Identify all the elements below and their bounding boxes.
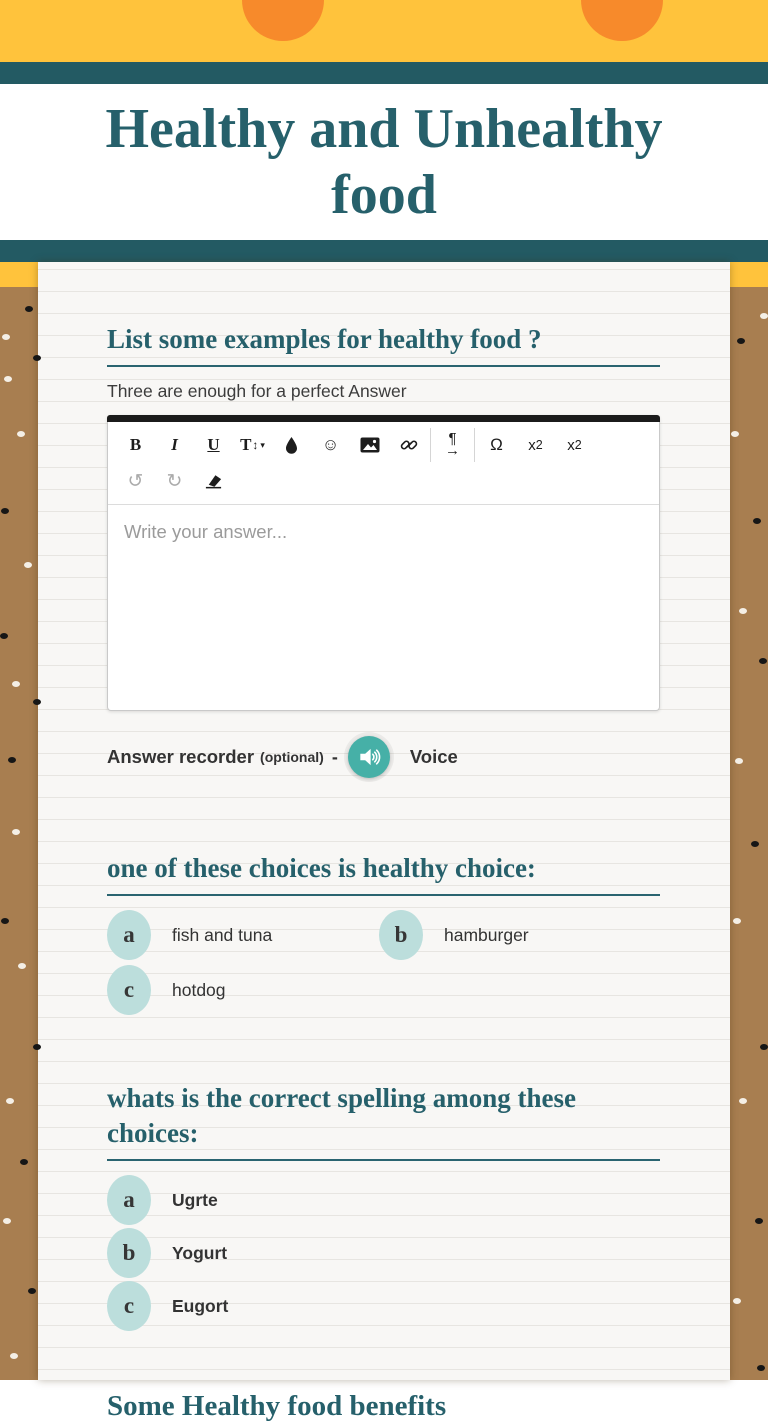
speckle-dot bbox=[1, 918, 9, 924]
question-2-options bbox=[107, 910, 660, 1015]
question-4 bbox=[107, 1389, 660, 1424]
superscript-button[interactable] bbox=[555, 428, 594, 462]
image-icon bbox=[360, 437, 380, 453]
toolbar-row-2 bbox=[116, 464, 651, 498]
heading-underline bbox=[107, 1159, 660, 1161]
header-yellow-band bbox=[0, 0, 768, 62]
undo-button[interactable]: ↺ bbox=[116, 464, 155, 498]
smiley-icon: ☺ bbox=[321, 435, 340, 454]
editor-toolbar bbox=[108, 422, 659, 505]
question-3-heading: whats is the correct spelling among these choices: bbox=[107, 1083, 576, 1148]
paragraph-direction-button[interactable] bbox=[433, 428, 472, 462]
speckle-dot bbox=[751, 841, 759, 847]
question-2 bbox=[107, 851, 660, 1015]
option-letter: b bbox=[394, 922, 408, 947]
option-letter-badge bbox=[379, 910, 423, 960]
page-title-line1: Healthy and Unhealthy bbox=[105, 98, 663, 160]
question-3-options bbox=[107, 1175, 660, 1331]
superscript-digit: 2 bbox=[574, 438, 582, 452]
subscript-button[interactable] bbox=[516, 428, 555, 462]
question-3 bbox=[107, 1081, 660, 1331]
omega-icon: Ω bbox=[490, 435, 503, 454]
toolbar-divider bbox=[474, 428, 475, 462]
option-letter: a bbox=[123, 1187, 135, 1212]
speckle-dot bbox=[33, 1044, 41, 1050]
speckle-dot bbox=[17, 431, 25, 437]
pilcrow-icon: ¶ bbox=[448, 430, 457, 447]
option-a[interactable] bbox=[107, 910, 379, 960]
insert-image-button[interactable] bbox=[350, 428, 389, 462]
heading-underline bbox=[107, 894, 660, 896]
option-letter-badge bbox=[107, 1228, 151, 1278]
option-letter-badge bbox=[107, 965, 151, 1015]
option-label: hamburger bbox=[444, 924, 529, 945]
editor-top-bar bbox=[107, 415, 660, 422]
option-b[interactable] bbox=[379, 910, 651, 960]
speckle-dot bbox=[1, 508, 9, 514]
option-letter: a bbox=[123, 922, 135, 947]
answer-placeholder: Write your answer... bbox=[124, 521, 288, 542]
question-1-hint: Three are enough for a perfect Answer bbox=[107, 381, 407, 401]
page-title bbox=[106, 96, 663, 228]
speckle-dot bbox=[8, 757, 16, 763]
answer-text-area[interactable] bbox=[108, 505, 659, 710]
option-letter: b bbox=[122, 1240, 136, 1265]
speckle-dot bbox=[760, 1044, 768, 1050]
recorder-separator: - bbox=[331, 746, 338, 767]
speckle-dot bbox=[735, 758, 743, 764]
speckle-dot bbox=[760, 313, 768, 319]
toolbar-divider bbox=[430, 428, 431, 462]
recorder-label: Answer recorder bbox=[107, 746, 255, 767]
speckle-dot bbox=[18, 963, 26, 969]
answer-recorder-row bbox=[107, 735, 660, 779]
speckle-dot bbox=[20, 1159, 28, 1165]
speckle-dot bbox=[12, 681, 20, 687]
answer-editor bbox=[107, 415, 660, 711]
insert-link-button[interactable] bbox=[389, 428, 428, 462]
option-label: fish and tuna bbox=[172, 924, 273, 945]
voice-record-button[interactable] bbox=[348, 736, 390, 778]
option-letter: c bbox=[123, 1293, 135, 1318]
speckle-dot bbox=[25, 306, 33, 312]
option-label: Ugrte bbox=[172, 1189, 218, 1210]
eraser-icon bbox=[204, 473, 223, 489]
decorative-circle-icon bbox=[581, 0, 663, 41]
speckle-dot bbox=[24, 562, 32, 568]
question-4-heading: Some Healthy food benefits bbox=[107, 1390, 447, 1422]
speckle-dot bbox=[757, 1365, 765, 1371]
question-2-heading: one of these choices is healthy choice: bbox=[107, 853, 536, 883]
speckle-dot bbox=[2, 334, 10, 340]
speckle-dot bbox=[4, 376, 12, 382]
option-letter-badge bbox=[107, 910, 151, 960]
toolbar-row-1 bbox=[116, 428, 651, 462]
option-c[interactable] bbox=[107, 1281, 660, 1331]
option-label: Yogurt bbox=[172, 1242, 228, 1263]
speckle-dot bbox=[33, 355, 41, 361]
header-teal-bar-bottom bbox=[0, 240, 768, 262]
font-size-letter: T bbox=[240, 435, 252, 454]
speckle-dot bbox=[733, 918, 741, 924]
speckle-dot bbox=[33, 699, 41, 705]
speckle-dot bbox=[731, 431, 739, 437]
voice-label: Voice bbox=[409, 746, 458, 767]
speckle-dot bbox=[755, 1218, 763, 1224]
speckle-dot bbox=[12, 829, 20, 835]
heading-underline bbox=[107, 365, 660, 367]
speckle-dot bbox=[759, 658, 767, 664]
link-icon bbox=[399, 435, 419, 455]
option-c[interactable] bbox=[107, 965, 379, 1015]
option-label: hotdog bbox=[172, 979, 226, 1000]
subscript-digit: 2 bbox=[535, 438, 543, 452]
subscript-base: x bbox=[528, 436, 536, 454]
speckle-dot bbox=[6, 1098, 14, 1104]
option-letter-badge bbox=[107, 1281, 151, 1331]
font-size-dropdown[interactable] bbox=[233, 428, 272, 462]
font-size-arrows-icon: ↕ bbox=[252, 438, 259, 452]
recorder-optional-label: (optional) bbox=[260, 749, 324, 765]
emoji-button[interactable] bbox=[311, 428, 350, 462]
title-banner bbox=[0, 84, 768, 240]
clear-formatting-button[interactable] bbox=[194, 464, 233, 498]
speckle-dot bbox=[10, 1353, 18, 1359]
option-b[interactable] bbox=[107, 1228, 660, 1278]
droplet-icon bbox=[284, 436, 299, 454]
decorative-circle-icon bbox=[242, 0, 324, 41]
speckle-dot bbox=[753, 518, 761, 524]
speaker-icon bbox=[356, 744, 382, 770]
text-color-button[interactable] bbox=[272, 428, 311, 462]
header-teal-bar bbox=[0, 62, 768, 84]
worksheet-paper bbox=[38, 262, 730, 1422]
question-1 bbox=[107, 322, 660, 779]
special-character-button[interactable] bbox=[477, 428, 516, 462]
italic-button[interactable]: I bbox=[155, 428, 194, 462]
speckle-dot bbox=[737, 338, 745, 344]
superscript-base: x bbox=[567, 436, 575, 454]
speckle-dot bbox=[3, 1218, 11, 1224]
speckle-dot bbox=[0, 633, 8, 639]
speckle-dot bbox=[733, 1298, 741, 1304]
option-label: Eugort bbox=[172, 1295, 229, 1316]
arrow-right-icon: → bbox=[445, 442, 460, 459]
speckle-dot bbox=[28, 1288, 36, 1294]
question-1-heading: List some examples for healthy food ? bbox=[107, 324, 542, 354]
underline-button[interactable]: U bbox=[194, 428, 233, 462]
chevron-down-icon: ▾ bbox=[260, 439, 265, 450]
option-letter: c bbox=[123, 977, 135, 1002]
speckle-dot bbox=[739, 1098, 747, 1104]
page-title-line2: food bbox=[331, 164, 437, 226]
bold-button[interactable]: B bbox=[116, 428, 155, 462]
option-a[interactable] bbox=[107, 1175, 660, 1225]
redo-button[interactable]: ↻ bbox=[155, 464, 194, 498]
option-letter-badge bbox=[107, 1175, 151, 1225]
speckle-dot bbox=[739, 608, 747, 614]
